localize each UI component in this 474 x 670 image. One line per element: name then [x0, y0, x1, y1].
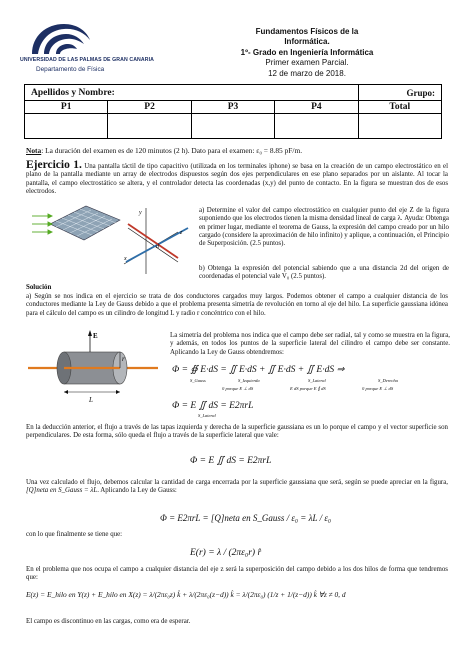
col-p4: P4 — [275, 101, 358, 114]
col-p2: P2 — [108, 101, 191, 114]
grade-table — [24, 84, 442, 139]
flux-subscript: S_Lateral — [198, 413, 216, 418]
note-label: Nota — [26, 146, 42, 155]
solution-p4a: Una vez calculado el flujo, debemos calcular la cantidad de carga encerrada por la superficie gaussiana que será, según se puede apreciar en la figura, — [26, 479, 448, 486]
axis-label-z: z — [180, 230, 183, 236]
solution-p4 — [26, 479, 448, 496]
axis-label-y: y — [139, 210, 142, 216]
ulpgc-logo-icon — [28, 20, 94, 56]
exercise-intro-text: Una pantalla táctil de tipo capacitivo (utilizada en los terminales iphone) se basa en la creación de un campo electrostático en el plano de la pantalla mediante un array de electrodos dispuestos según dos ejes perpendiculares en ese plano separados por un aislante. Al tocar la pantalla, el campo electrostático se altera, y el controlador detecta las coordenadas (x,y) del punto de contacto. En la figura se muestran dos de esos electrodos. — [26, 163, 448, 195]
department-name: Departamento de Física — [36, 66, 105, 73]
col-total: Total — [358, 101, 441, 114]
sub-lat: S_Lateral — [308, 378, 326, 383]
wire-field-equation: E(r) = λ / (2πε₀r) r̂ — [190, 548, 262, 558]
solution-p5: con lo que finalmente se tiene que: — [26, 531, 123, 538]
exam-note — [26, 147, 446, 155]
part-a: a) Determine el valor del campo electrostático en cualquier punto del eje Z de la figura suponiendo que los electrodos tienen la misma densidad lineal de carga λ. Ayuda: Obtenga en primer lugar, mediante el teorema de Gauss, la expresión del campo creado por un hilo cargado (considere la aproximación de hilo infinito) y aplique, a continuación, el Principio de Superposición. (2.5 puntos). — [199, 207, 449, 248]
gauss-cylinder-figure — [28, 328, 158, 410]
note-text: : La duración del examen es de 120 minutos (2 h). Dato para el examen: ε₀ = 8.85 pF/m. — [41, 146, 303, 155]
flux-equation: Φ = E ∬ dS = E2πrL — [172, 401, 254, 411]
solution-p6: En el problema que nos ocupa el campo a cualquier distancia del eje z será la superposición del campo debido a los dos hilos de forma que tendremos que: — [26, 566, 448, 582]
exam-header — [232, 27, 382, 79]
col-p1: P1 — [25, 101, 108, 114]
solution-p4b: . Aplicando la Ley de Gauss: — [97, 487, 177, 495]
score-p3[interactable] — [191, 114, 274, 139]
exam-title: Primer examen Parcial. — [265, 58, 349, 68]
superposition-equation: E(z) = E_hilo en Y(z) + E_hilo en X(z) = λ/(2πε₀z) k̂ + λ/(2πε₀(z−d)) k̂ = λ/(2πε₀) (1/z + 1/(z−d)) k̂ ∀z ≠ 0, d — [26, 590, 346, 599]
gauss-law-equation: Φ = E2πrL = [Q]neta en S_Gauss / ε₀ = λL / ε₀ — [160, 513, 332, 523]
university-logo — [20, 20, 154, 75]
note-izq: 0 porque E ⊥ dS — [222, 386, 254, 391]
cyl-label-E: E — [93, 332, 98, 340]
gauss-equation: Φ = ∯ E·dS = ∬ E·dS + ∬ E·dS + ∬ E·dS ⇒ — [172, 365, 345, 375]
axis-label-d: d — [156, 244, 159, 250]
solution-p7: El campo es discontinuo en las cargas, como era de esperar. — [26, 618, 191, 625]
score-p2[interactable] — [108, 114, 191, 139]
score-p1[interactable] — [25, 114, 108, 139]
solution-p1: a) Según se nos indica en el ejercicio se trata de dos conductores cargados muy largos. Podemos obtener el campo a cualquier distancia de los conductores mediante la Ley de Gauss debido a que el problema presenta simetría de revolución en torno al eje del hilo. La superficie gaussiana idónea para el cálculo del campo es un cilindro de longitud L y radio r concéntrico con el hilo. — [26, 293, 448, 317]
sub-gauss: S_Gauss — [190, 378, 206, 383]
group-label: Grupo: — [406, 87, 435, 98]
name-label: Apellidos y Nombre: — [31, 87, 115, 98]
sub-izq: S_Izquierda — [238, 378, 260, 383]
score-p4[interactable] — [275, 114, 358, 139]
degree-title: 1º- Grado en Ingeniería Informática — [240, 47, 374, 57]
solution-p3: En la deducción anterior, el flujo a través de las tapas izquierda y derecha de la superficie gaussiana es un lo porque el campo y el vector superficie son perpendiculares. De esta forma, sólo queda el flujo a través de la superficie lateral que vale: — [26, 424, 448, 440]
course-title: Fundamentos Físicos de la Informática. — [255, 27, 359, 47]
score-total[interactable] — [358, 114, 441, 139]
cyl-label-L: L — [89, 396, 93, 404]
part-b: b) Obtenga la expresión del potencial sabiendo que a una distancia 2d del origen de coordenadas el potencial vale V₀ (2.5 puntos). — [199, 265, 449, 281]
solution-title: Solución — [26, 284, 52, 291]
sub-der: S_Derecha — [378, 378, 398, 383]
group-field[interactable] — [358, 85, 441, 101]
axis-label-x: x — [124, 256, 127, 262]
note-der: 0 porque E ⊥ dS — [362, 386, 394, 391]
charge-expression: [Q]neta en S_Gauss = λL — [26, 487, 98, 495]
lateral-flux-equation: Φ = E ∬ dS = E2πrL — [190, 456, 272, 466]
university-name: UNIVERSIDAD DE LAS PALMAS DE GRAN CANARIA — [20, 57, 154, 63]
electrode-figure — [28, 202, 196, 278]
solution-p2: La simetría del problema nos indica que el campo debe ser radial, tal y como se muestra en la figura, y además, en todos los puntos de la superficie lateral del cilindro el campo debe ser constante. Aplicando la Ley de Gauss obtendremos: — [170, 332, 450, 356]
name-field[interactable] — [25, 85, 359, 101]
exercise-title: Ejercicio 1. — [26, 159, 82, 171]
cyl-label-r: r — [122, 355, 125, 363]
exercise-intro — [26, 161, 448, 196]
col-p3: P3 — [191, 101, 274, 114]
note-lat: E dS porque E ∥ dS — [290, 386, 326, 391]
exam-date: 12 de marzo de 2018. — [268, 68, 346, 78]
